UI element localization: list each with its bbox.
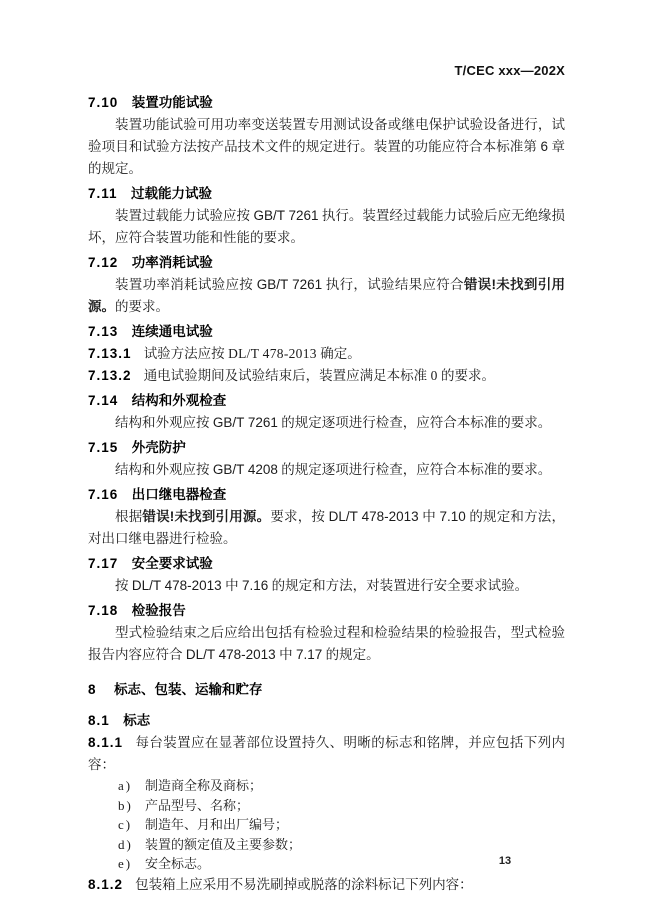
text-run: DL/T 478-2013 xyxy=(185,647,276,662)
heading-title: 安全要求试验 xyxy=(131,556,213,571)
text-run: 错误!未找到引用源。 xyxy=(142,509,271,524)
clause-number: 8.1.1 xyxy=(88,735,124,750)
clause-number: 7.11 xyxy=(88,186,118,201)
list-item xyxy=(88,815,565,835)
list-item xyxy=(88,796,565,816)
text-run: GB/T 4208 xyxy=(212,462,278,477)
clause-paragraph xyxy=(88,874,565,896)
heading-title: 出口继电器检查 xyxy=(131,487,227,502)
paragraph xyxy=(88,274,565,318)
text-run: DL/T 478-2013 xyxy=(131,578,222,593)
text-run: 装置过载能力试验应按 xyxy=(115,208,254,223)
text-run: 的规定和方法，对装置进行安全要求试验。 xyxy=(268,578,529,593)
text-run: 的规定逐项进行检查，应符合本标准的要求。 xyxy=(277,415,552,430)
heading-title: 标志 xyxy=(123,713,151,728)
list-item-label: d) xyxy=(118,836,133,852)
paragraph xyxy=(88,575,565,597)
text-run: 错误!未找到引用源。 xyxy=(88,277,566,314)
text-run: 中 xyxy=(275,647,296,662)
chapter-heading xyxy=(88,679,565,701)
clause-number: 8 xyxy=(88,682,97,697)
list-item xyxy=(88,835,565,855)
subsection-heading xyxy=(88,437,565,459)
clause-number: 7.13.2 xyxy=(88,368,132,383)
subsection-heading xyxy=(88,390,565,412)
paragraph xyxy=(88,114,565,180)
subsection-heading xyxy=(88,321,565,343)
text-run: 通电试验期间及试验结束后，装置应满足本标准 xyxy=(143,368,431,383)
text-run: 的要求。 xyxy=(115,299,169,314)
clause-paragraph xyxy=(88,732,565,776)
paragraph xyxy=(88,205,565,249)
clause-paragraph xyxy=(88,343,565,365)
clause-number: 7.12 xyxy=(88,255,119,270)
heading-title: 连续通电试验 xyxy=(131,324,213,339)
text-run: 根据 xyxy=(115,509,143,524)
text-run: 每台装置应在显著部位设置持久、明晰的标志和铭牌，并应包括下列内容： xyxy=(88,735,565,772)
clause-number: 7.16 xyxy=(88,487,119,502)
heading-title: 装置功能试验 xyxy=(131,95,213,110)
clause-number: 8.1 xyxy=(88,713,110,728)
list-item-label: c) xyxy=(118,817,133,832)
header-standard-reference: T/CEC xxx—202X xyxy=(454,63,565,78)
text-run: 中 xyxy=(221,578,242,593)
text-run: 包装箱上应采用不易洗刷掉或脱落的涂料标记下列内容： xyxy=(135,876,473,892)
subsection-heading xyxy=(88,252,565,274)
text-run: GB/T 7261 xyxy=(212,415,278,430)
subsection-heading xyxy=(88,553,565,575)
clause-number: 7.17 xyxy=(88,556,119,571)
text-run: 要求，按 xyxy=(270,509,329,524)
text-run: 执行。装置经过载能力试验后应无绝缘损坏，应符合装置功能和性能的要求。 xyxy=(88,208,566,245)
text-run: GB/T 7261 xyxy=(256,277,323,292)
subsection-heading xyxy=(88,183,565,205)
clause-number: 7.10 xyxy=(88,95,119,110)
text-run: 7.16 xyxy=(241,578,269,593)
text-run: 的要求。 xyxy=(437,368,495,383)
heading-title: 外壳防护 xyxy=(131,440,186,455)
clause-number: 8.1.2 xyxy=(88,876,124,892)
text-run: 安全标志。 xyxy=(145,856,211,871)
text-run: 执行，试验结果应符合 xyxy=(322,277,464,292)
heading-title: 结构和外观检查 xyxy=(131,393,227,408)
list-item xyxy=(88,776,565,796)
heading-title: 过载能力试验 xyxy=(131,186,213,201)
subsection-heading xyxy=(88,92,565,114)
document-body xyxy=(88,89,565,896)
subsection-heading xyxy=(88,600,565,622)
heading-title: 检验报告 xyxy=(131,603,186,618)
text-run: 制造商全称及商标； xyxy=(145,778,263,793)
clause-paragraph xyxy=(88,365,565,387)
text-run: 按 xyxy=(115,578,132,593)
text-run: 7.17 xyxy=(295,647,323,662)
paragraph xyxy=(88,622,565,666)
text-run: GB/T 7261 xyxy=(253,208,319,223)
heading-title: 功率消耗试验 xyxy=(131,255,213,270)
paragraph xyxy=(88,459,565,481)
text-run: 的规定和方法，对出口继电器进行检验。 xyxy=(88,509,566,546)
subsection-heading xyxy=(88,484,565,506)
clause-number: 7.15 xyxy=(88,440,119,455)
text-run: 产品型号、名称； xyxy=(145,797,250,813)
text-run: DL/T 478-2013 xyxy=(228,346,317,361)
text-run: DL/T 478-2013 xyxy=(328,509,419,524)
section-heading xyxy=(88,710,565,732)
text-run: 试验方法应按 xyxy=(143,346,229,361)
text-run: 7.10 xyxy=(439,509,466,524)
text-run: 装置的额定值及主要参数； xyxy=(145,836,302,852)
clause-number: 7.14 xyxy=(88,393,119,408)
text-run: 型式检验结束之后应给出包括有检验过程和检验结果的检验报告，型式检验报告内容应符合 xyxy=(88,625,565,662)
text-run: 章的规定。 xyxy=(88,139,566,176)
text-run: 中 xyxy=(418,509,440,524)
text-run: 装置功能试验可用功率变送装置专用测试设备或继电保护试验设备进行，试验项目和试验方法按产品技术文件的规定进行。装置的功能应符合本标准第 xyxy=(88,117,565,154)
text-run: 0 xyxy=(430,368,438,383)
clause-number: 7.13.1 xyxy=(88,346,132,361)
text-run: 制造年、月和出厂编号； xyxy=(145,817,289,832)
list-item-label: b) xyxy=(118,797,133,813)
list-item-label: e) xyxy=(118,856,133,871)
page-number: 13 xyxy=(498,855,512,867)
clause-number: 7.18 xyxy=(88,603,119,618)
text-run: 结构和外观应按 xyxy=(115,415,213,430)
clause-number: 7.13 xyxy=(88,324,119,339)
text-run: 结构和外观应按 xyxy=(115,462,213,477)
heading-title: 标志、包装、运输和贮存 xyxy=(114,682,263,697)
text-run: 的规定。 xyxy=(322,647,380,662)
text-run: 6 xyxy=(540,139,549,154)
list-item-label: a) xyxy=(118,778,133,793)
paragraph xyxy=(88,506,565,550)
text-run: 的规定逐项进行检查，应符合本标准的要求。 xyxy=(277,462,552,477)
text-run: 确定。 xyxy=(316,346,361,361)
text-run: 装置功率消耗试验应按 xyxy=(115,277,257,292)
paragraph xyxy=(88,412,565,434)
